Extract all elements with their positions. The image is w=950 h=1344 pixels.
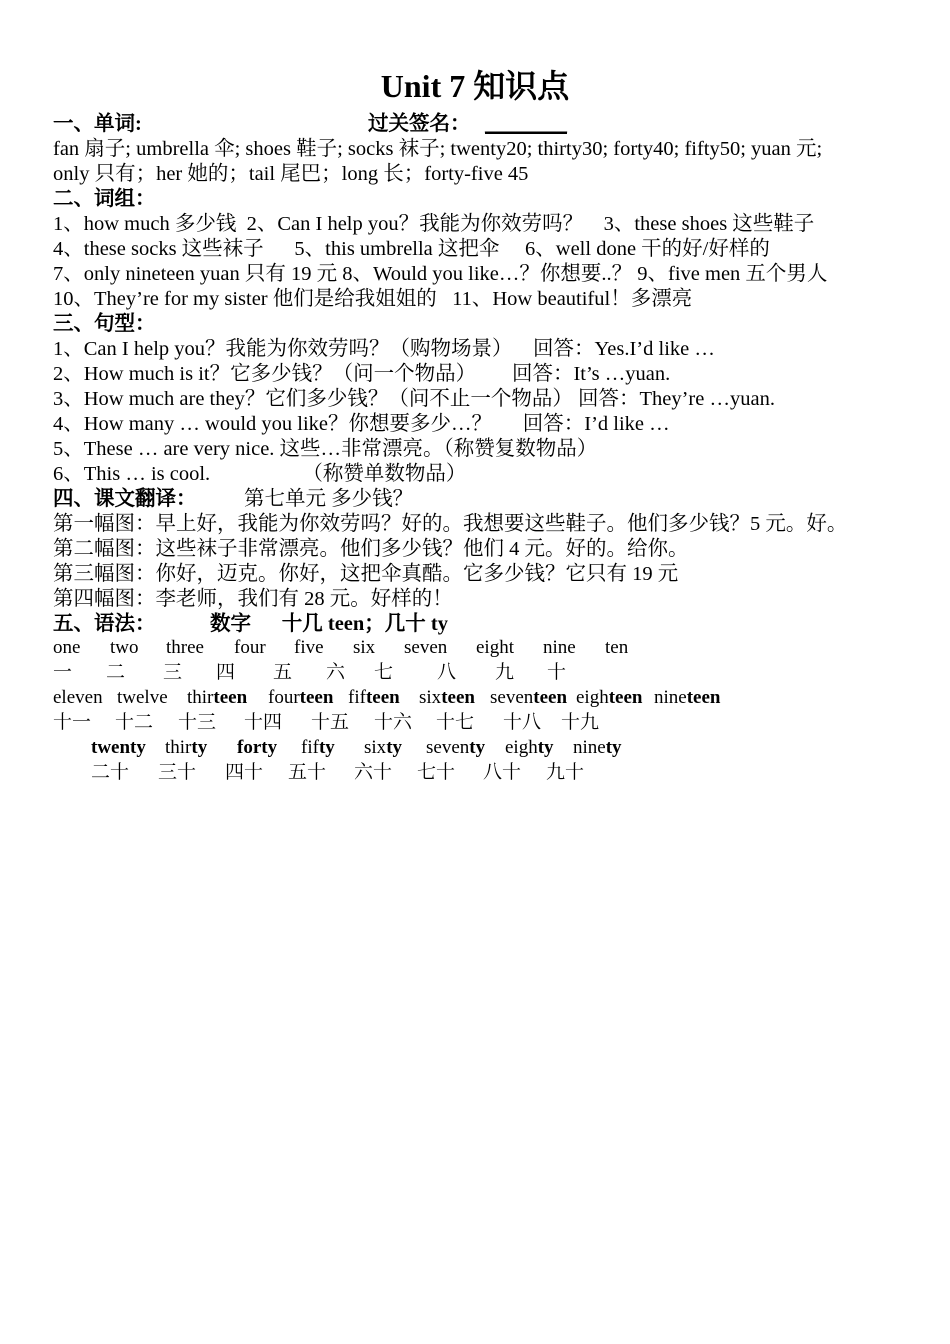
number-suffix: ty: [191, 737, 208, 758]
number-suffix: ty: [318, 737, 335, 758]
number-chinese: 十二: [115, 712, 154, 733]
number-chinese: 三十: [158, 762, 197, 783]
sec4-heading: 四、课文翻译：: [53, 488, 197, 510]
number-chinese: 十: [547, 662, 567, 683]
number-chinese: 二: [106, 662, 126, 683]
number-suffix: teen: [441, 687, 475, 708]
number-suffix: twenty: [91, 737, 146, 758]
number-word: [426, 736, 485, 760]
number-word: five: [294, 637, 324, 658]
sign-label: 过关签名：: [368, 113, 471, 135]
number-stem: eleven: [53, 687, 103, 708]
sec1-heading: 一、单词:: [53, 113, 142, 135]
vocab-line: only 只有；her 她的；tail 尾巴；long 长；forty-five 45: [53, 163, 529, 185]
number-stem: seven: [490, 687, 534, 708]
translation-line: 第一幅图：早上好，我能为你效劳吗？好的。我想要这些鞋子。他们多少钱？5 元。好。: [53, 513, 848, 535]
phrase-line: 10、They’re for my sister 他们是给我姐姐的 11、How beautiful！多漂亮: [53, 288, 693, 310]
number-chinese: 十七: [436, 712, 475, 733]
number-word: [348, 686, 400, 710]
number-chinese: 十九: [561, 712, 600, 733]
number-chinese: 六: [326, 662, 346, 683]
number-word: two: [110, 637, 139, 658]
number-word: [187, 686, 247, 710]
number-word: [573, 736, 622, 760]
number-chinese: 四: [216, 662, 236, 683]
number-suffix: ty: [605, 737, 622, 758]
sec2-heading: 二、词组：: [53, 188, 156, 210]
number-word: [91, 736, 146, 760]
translation-line: 第四幅图：李老师，我们有 28 元。好样的！: [53, 588, 453, 610]
number-word: [505, 736, 554, 760]
number-word: one: [53, 637, 81, 658]
number-word: [364, 736, 402, 760]
number-stem: seven: [426, 737, 470, 758]
number-chinese: 三: [163, 662, 183, 683]
sentence-line: 3、How much are they？它们多少钱？（问不止一个物品） 回答：They’re …yuan.: [53, 388, 775, 410]
translation-line: 第三幅图：你好，迈克。你好，这把伞真酷。它多少钱？它只有 19 元: [53, 563, 679, 585]
phrase-line: 7、only nineteen yuan 只有 19 元 8、Would you like…？你想要..？ 9、five men 五个男人: [53, 263, 828, 285]
number-chinese: 十一: [53, 712, 92, 733]
page-title: Unit 7 知识点: [380, 68, 570, 104]
number-stem: thir: [165, 737, 192, 758]
number-suffix: teen: [365, 687, 400, 708]
number-word: [165, 736, 207, 760]
number-chinese: 十五: [311, 712, 350, 733]
sentence-line: 6、This … is cool. （称赞单数物品）: [53, 463, 467, 485]
number-word: seven: [404, 637, 448, 658]
sentence-line: 2、How much is it？它多少钱？（问一个物品） 回答：It’s …yuan.: [53, 363, 671, 385]
sec5-subtitle: 数字 十几 teen；几十 ty: [210, 613, 449, 635]
number-suffix: teen: [533, 687, 568, 708]
number-chinese: 十六: [374, 712, 413, 733]
number-chinese: 十三: [178, 712, 217, 733]
sec4-subtitle: 第七单元 多少钱？: [244, 488, 414, 510]
number-stem: six: [364, 737, 387, 758]
sign-blank: ________: [485, 113, 567, 135]
number-word: [576, 686, 642, 710]
sec5-heading: 五、语法：: [53, 613, 156, 635]
number-suffix: teen: [299, 687, 334, 708]
number-word: [268, 686, 333, 710]
number-stem: six: [419, 687, 442, 708]
number-word: [237, 736, 277, 760]
number-suffix: forty: [237, 737, 278, 758]
number-chinese: 五十: [288, 762, 327, 783]
number-word: [53, 686, 103, 710]
number-chinese: 六十: [354, 762, 393, 783]
number-chinese: 九十: [546, 762, 585, 783]
number-chinese: 五: [273, 662, 293, 683]
number-chinese: 八十: [483, 762, 522, 783]
phrase-line: 1、how much 多少钱 2、Can I help you？我能为你效劳吗？ 3、these shoes 这些鞋子: [53, 213, 815, 235]
sentence-line: 5、These … are very nice. 这些…非常漂亮。（称赞复数物品）: [53, 438, 598, 460]
number-word: [419, 686, 475, 710]
number-chinese: 四十: [225, 762, 264, 783]
sentence-line: 4、How many … would you like？你想要多少…？ 回答：I’d like …: [53, 413, 670, 435]
number-suffix: ty: [386, 737, 403, 758]
number-chinese: 二十: [91, 762, 130, 783]
number-word: four: [234, 637, 266, 658]
number-suffix: ty: [469, 737, 486, 758]
number-stem: nine: [573, 737, 606, 758]
sentence-line: 1、Can I help you？我能为你效劳吗？（购物场景） 回答：Yes.I’d like …: [53, 338, 715, 360]
number-chinese: 七: [374, 662, 394, 683]
number-word: ten: [605, 637, 629, 658]
number-word: [117, 686, 168, 710]
number-stem: nine: [654, 687, 687, 708]
vocab-line: fan 扇子; umbrella 伞; shoes 鞋子; socks 袜子; twenty20; thirty30; forty40; fifty50; yuan 元;: [53, 138, 823, 160]
number-suffix: teen: [213, 687, 248, 708]
number-suffix: teen: [686, 687, 721, 708]
number-stem: eigh: [576, 687, 609, 708]
number-word: [654, 686, 720, 710]
number-word: three: [166, 637, 204, 658]
number-word: six: [353, 637, 376, 658]
number-chinese: 七十: [417, 762, 456, 783]
number-suffix: ty: [537, 737, 554, 758]
number-word: eight: [476, 637, 514, 658]
number-chinese: 一: [53, 662, 73, 683]
number-chinese: 十四: [244, 712, 283, 733]
number-stem: fif: [348, 687, 366, 708]
number-stem: twelve: [117, 687, 168, 708]
number-chinese: 十八: [503, 712, 542, 733]
number-stem: four: [268, 687, 300, 708]
number-stem: thir: [187, 687, 214, 708]
sec3-heading: 三、句型：: [53, 313, 156, 335]
number-word: [301, 736, 335, 760]
number-stem: eigh: [505, 737, 538, 758]
number-chinese: 八: [437, 662, 457, 683]
number-chinese: 九: [495, 662, 515, 683]
number-word: nine: [543, 637, 576, 658]
translation-line: 第二幅图：这些袜子非常漂亮。他们多少钱？他们 4 元。好的。给你。: [53, 538, 689, 560]
phrase-line: 4、these socks 这些袜子 5、this umbrella 这把伞 6、well done 干的好/好样的: [53, 238, 770, 260]
number-stem: fif: [301, 737, 319, 758]
number-word: [490, 686, 567, 710]
number-suffix: teen: [608, 687, 643, 708]
